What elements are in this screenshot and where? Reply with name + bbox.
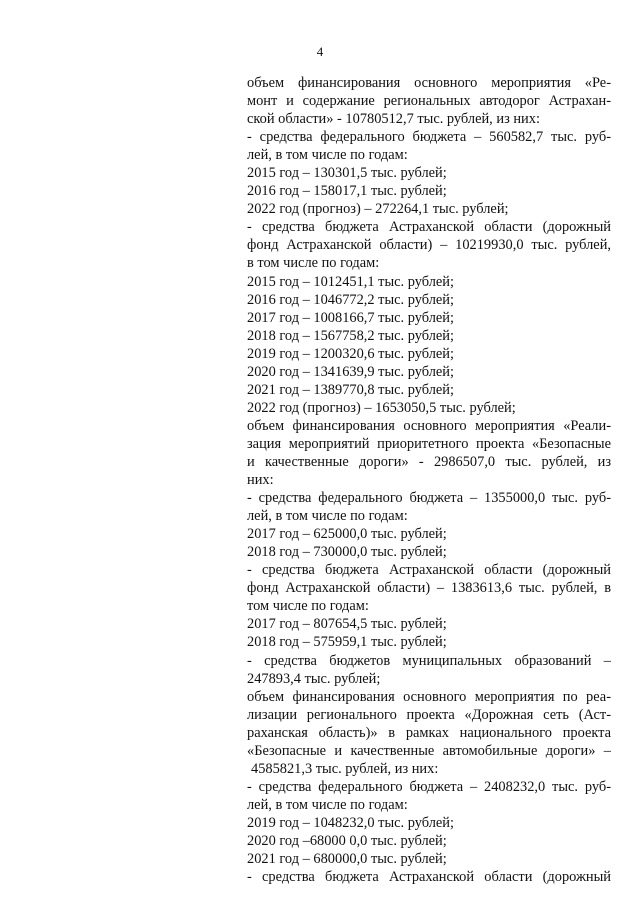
text-line: 2018 год – 575959,1 тыс. рублей; <box>247 634 447 651</box>
text-line: раханская область)» в рамках национального проекта <box>247 724 611 741</box>
text-line: лизации регионального проекта «Дорожная сеть (Аст- <box>247 706 611 723</box>
text-line: - средства бюджета Астраханской области (дорожный <box>247 562 611 579</box>
text-line: объем финансирования основного мероприятия «Реали- <box>247 417 611 434</box>
text-line: и качественные дороги» - 2986507,0 тыс. рублей, из <box>247 453 611 470</box>
text-line: 2015 год – 130301,5 тыс. рублей; <box>247 165 447 182</box>
text-line: 2016 год – 158017,1 тыс. рублей; <box>247 183 447 200</box>
text-line: 2022 год (прогноз) – 1653050,5 тыс. рублей; <box>247 399 516 416</box>
text-line: том числе по годам: <box>247 598 369 615</box>
text-line: 2020 год –68000 0,0 тыс. рублей; <box>247 832 447 849</box>
text-line: 2021 год – 680000,0 тыс. рублей; <box>247 851 447 868</box>
text-line: них: <box>247 472 274 489</box>
text-line: зация мероприятий приоритетного проекта «Безопасные <box>247 435 611 452</box>
text-line: ской области» - 10780512,7 тыс. рублей, из них: <box>247 111 540 128</box>
text-line: 2017 год – 807654,5 тыс. рублей; <box>247 616 447 633</box>
text-line: лей, в том числе по годам: <box>247 508 408 525</box>
document-text <box>247 74 611 886</box>
text-line: 4585821,3 тыс. рублей, из них: <box>251 760 439 777</box>
text-line: - средства бюджета Астраханской области (дорожный <box>247 219 611 236</box>
page-number: 4 <box>316 44 324 59</box>
text-line: 2018 год – 730000,0 тыс. рублей; <box>247 544 447 561</box>
text-line: 2018 год – 1567758,2 тыс. рублей; <box>247 327 454 344</box>
text-line: в том числе по годам: <box>247 255 380 272</box>
text-line: объем финансирования основного мероприятия «Ре- <box>247 75 611 91</box>
text-line: 2022 год (прогноз) – 272264,1 тыс. рублей; <box>247 201 509 218</box>
text-line: фонд Астраханской области) – 10219930,0 тыс. рублей, <box>247 237 611 254</box>
text-line: лей, в том числе по годам: <box>247 147 408 164</box>
text-line: фонд Астраханской области) – 1383613,6 тыс. рублей, в <box>247 580 611 597</box>
text-line: 2019 год – 1200320,6 тыс. рублей; <box>247 345 454 362</box>
text-line: 247893,4 тыс. рублей; <box>247 670 381 687</box>
text-line: 2017 год – 1008166,7 тыс. рублей; <box>247 309 454 326</box>
text-line: объем финансирования основного мероприятия по реа- <box>247 688 611 705</box>
text-line: 2020 год – 1341639,9 тыс. рублей; <box>247 363 454 380</box>
text-line: - средства бюджетов муниципальных образований – <box>247 652 611 669</box>
text-line: - средства бюджета Астраханской области (дорожный <box>247 869 611 886</box>
text-line: - средства федерального бюджета – 2408232,0 тыс. руб- <box>247 778 611 795</box>
text-line: «Безопасные и качественные автомобильные дороги» – <box>247 742 611 759</box>
text-line: 2015 год – 1012451,1 тыс. рублей; <box>247 273 454 290</box>
text-line: 2021 год – 1389770,8 тыс. рублей; <box>247 381 454 398</box>
text-line: 2019 год – 1048232,0 тыс. рублей; <box>247 814 454 831</box>
text-line: - средства федерального бюджета – 1355000,0 тыс. руб- <box>247 490 611 507</box>
text-line: лей, в том числе по годам: <box>247 796 408 813</box>
text-line: 2017 год – 625000,0 тыс. рублей; <box>247 526 447 543</box>
text-line: - средства федерального бюджета – 560582,7 тыс. руб- <box>247 129 611 146</box>
text-line: 2016 год – 1046772,2 тыс. рублей; <box>247 291 454 308</box>
text-line: монт и содержание региональных автодорог Астрахан- <box>247 93 611 110</box>
